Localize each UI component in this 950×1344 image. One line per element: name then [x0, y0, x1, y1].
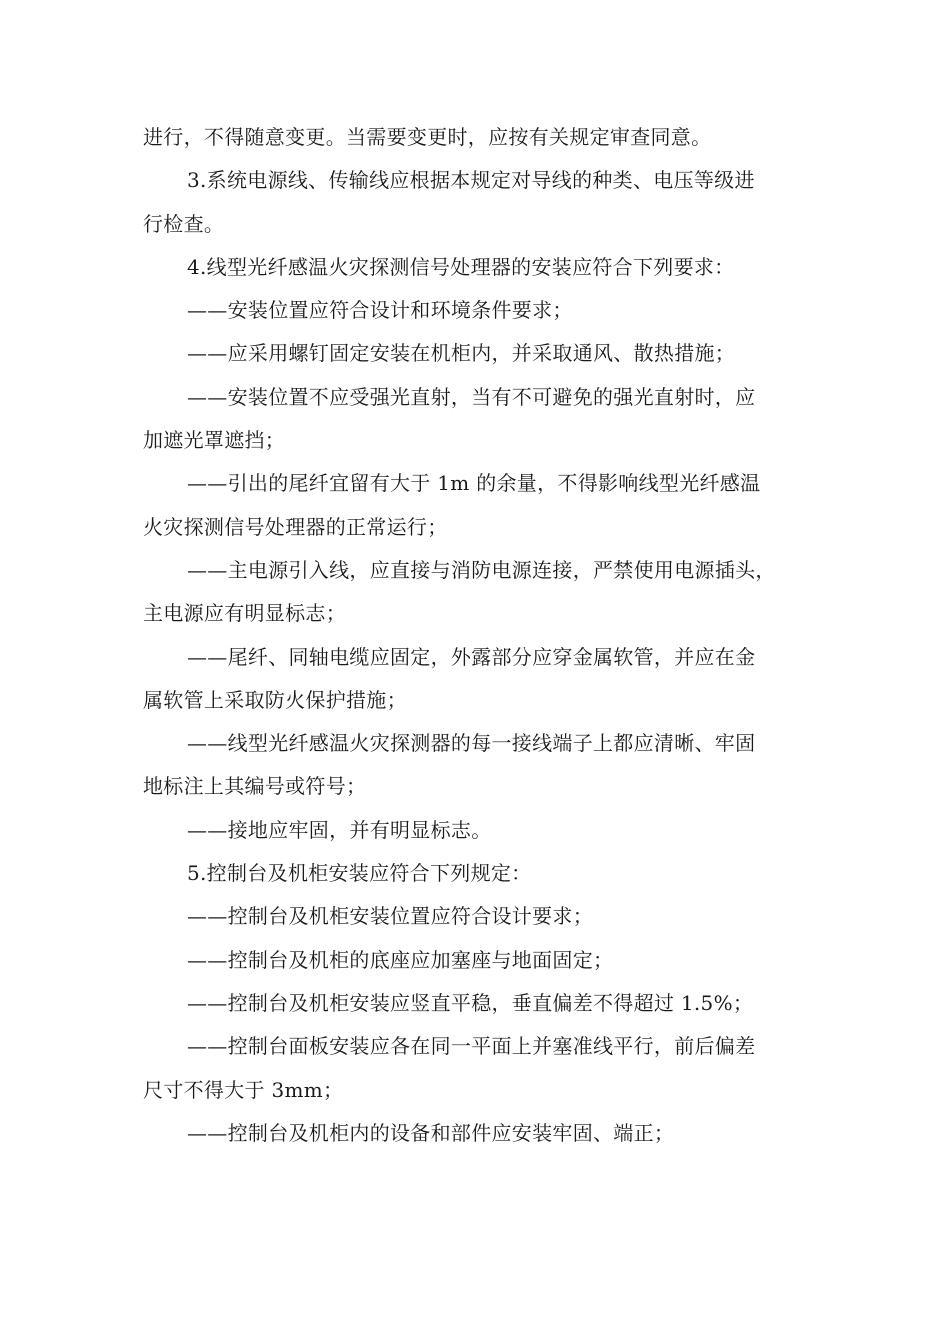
text-line: 属软管上采取防火保护措施； — [143, 687, 407, 712]
text-line: ——控制台及机柜安装位置应符合设计要求； — [187, 904, 593, 929]
text-line: ——安装位置不应受强光直射，当有不可避免的强光直射时，应 — [187, 384, 756, 409]
text-line: 行检查。 — [143, 211, 225, 236]
text-line: ——安装位置应符合设计和环境条件要求； — [187, 298, 573, 323]
text-line: 加遮光罩遮挡； — [143, 428, 286, 453]
text-line: 4.线型光纤感温火灾探测信号处理器的安装应符合下列要求： — [187, 254, 735, 279]
text-line: ——线型光纤感温火灾探测器的每一接线端子上都应清晰、牢固 — [187, 731, 756, 756]
text-line: ——引出的尾纤宜留有大于 1m 的余量，不得影响线型光纤感温 — [187, 471, 761, 496]
text-line: 5.控制台及机柜安装应符合下列规定： — [187, 861, 532, 886]
text-line: ——控制台及机柜安装应竖直平稳，垂直偏差不得超过 1.5%； — [187, 990, 754, 1015]
text-line: 主电源应有明显标志； — [143, 601, 346, 626]
text-line: 3.系统电源线、传输线应根据本规定对导线的种类、电压等级进 — [187, 168, 755, 193]
text-line: 尺寸不得大于 3mm； — [143, 1077, 344, 1102]
text-line: ——尾纤、同轴电缆应固定，外露部分应穿金属软管，并应在金 — [187, 644, 756, 669]
text-line: ——控制台面板安装应各在同一平面上并塞准线平行，前后偏差 — [187, 1034, 756, 1059]
text-line: 地标注上其编号或符号； — [143, 774, 367, 799]
text-line: ——控制台及机柜内的设备和部件应安装牢固、端正； — [187, 1120, 675, 1145]
text-line: ——控制台及机柜的底座应加塞座与地面固定； — [187, 947, 614, 972]
text-line: ——主电源引入线，应直接与消防电源连接，严禁使用电源插头， — [187, 557, 776, 582]
text-line: 火灾探测信号处理器的正常运行； — [143, 514, 448, 539]
document-body — [143, 116, 811, 1155]
text-line: ——应采用螺钉固定安装在机柜内，并采取通风、散热措施； — [187, 341, 736, 366]
text-line: ——接地应牢固，并有明显标志。 — [187, 817, 492, 842]
text-line: 进行，不得随意变更。当需要变更时，应按有关规定审查同意。 — [143, 125, 712, 149]
